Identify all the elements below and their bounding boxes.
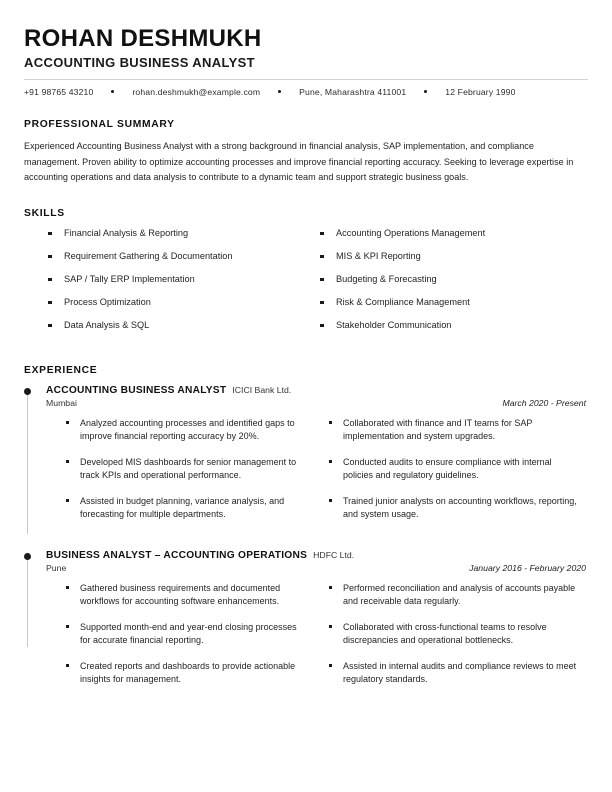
experience-heading bbox=[46, 385, 588, 396]
contact-separator-dot-icon bbox=[111, 90, 114, 93]
list-item: Conducted audits to ensure compliance with internal policies and regulatory guidelines. bbox=[329, 456, 582, 483]
experience-bullets-grid bbox=[46, 582, 588, 699]
experience-subheading bbox=[46, 398, 588, 408]
list-item: Collaborated with cross-functional teams to resolve discrepancies and operational bottlenecks. bbox=[329, 621, 582, 648]
section-title-skills: SKILLS bbox=[24, 207, 65, 219]
contact-phone: +91 98765 43210 bbox=[24, 86, 94, 97]
skills-column-right bbox=[306, 228, 588, 343]
experience-entry bbox=[24, 550, 588, 699]
section-experience bbox=[24, 365, 588, 699]
list-item: Gathered business requirements and documented workflows for accounting software enhancements. bbox=[66, 582, 299, 609]
list-item: Assisted in budget planning, variance analysis, and forecasting for multiple departments. bbox=[66, 495, 299, 522]
list-item: Assisted in internal audits and compliance reviews to meet regulatory standards. bbox=[329, 660, 582, 687]
list-item: Financial Analysis & Reporting bbox=[48, 228, 306, 240]
candidate-role-title: ACCOUNTING BUSINESS ANALYST bbox=[24, 54, 255, 70]
list-item: Created reports and dashboards to provide actionable insights for management. bbox=[66, 660, 299, 687]
timeline-dot-icon bbox=[24, 553, 31, 560]
experience-subheading bbox=[46, 563, 588, 573]
list-item: Supported month-end and year-end closing processes for accurate financial reporting. bbox=[66, 621, 299, 648]
section-professional-summary bbox=[24, 119, 588, 186]
experience-heading bbox=[46, 550, 588, 561]
experience-bullets-column-right bbox=[317, 417, 588, 534]
timeline-line bbox=[27, 395, 28, 534]
timeline-line bbox=[27, 560, 28, 647]
experience-list bbox=[24, 385, 588, 699]
contact-birthdate: 12 February 1990 bbox=[445, 86, 516, 97]
list-item: Process Optimization bbox=[48, 297, 306, 309]
list-item: Stakeholder Communication bbox=[320, 320, 588, 332]
list-item: Risk & Compliance Management bbox=[320, 297, 588, 309]
summary-paragraph: Experienced Accounting Business Analyst with a strong background in financial analysis, SAP implementation, and compliance management. Proven ability to optimize accounting processes and improve financial reporting accuracy. Seeking to leverage expertise in accounting operations and data analysis to contribute to a dynamic team and support strategic business goals. bbox=[24, 140, 574, 183]
contact-location: Pune, Maharashtra 411001 bbox=[299, 86, 407, 97]
job-location: Mumbai bbox=[46, 397, 77, 408]
section-title-experience: EXPERIENCE bbox=[24, 364, 98, 376]
list-item: Analyzed accounting processes and identified gaps to improve financial reporting accuracy by 20%. bbox=[66, 417, 299, 444]
resume-header bbox=[24, 26, 588, 97]
skills-column-left bbox=[24, 228, 306, 343]
contact-separator-dot-icon bbox=[424, 90, 427, 93]
experience-bullets-column-left bbox=[46, 417, 317, 534]
list-item: Requirement Gathering & Documentation bbox=[48, 251, 306, 263]
list-item: Budgeting & Forecasting bbox=[320, 274, 588, 286]
list-item: Performed reconciliation and analysis of accounts payable and receivable data regularly. bbox=[329, 582, 582, 609]
contact-row bbox=[24, 87, 588, 97]
job-location: Pune bbox=[46, 562, 67, 573]
list-item: Trained junior analysts on accounting workflows, reporting, and system usage. bbox=[329, 495, 582, 522]
job-company: HDFC Ltd. bbox=[313, 549, 355, 560]
experience-entry bbox=[24, 385, 588, 534]
contact-separator-dot-icon bbox=[278, 90, 281, 93]
section-skills bbox=[24, 208, 588, 343]
job-company: ICICI Bank Ltd. bbox=[232, 384, 292, 395]
list-item: Data Analysis & SQL bbox=[48, 320, 306, 332]
header-divider bbox=[24, 79, 588, 80]
job-dates: January 2016 - February 2020 bbox=[469, 562, 586, 573]
list-item: MIS & KPI Reporting bbox=[320, 251, 588, 263]
contact-email: rohan.deshmukh@example.com bbox=[132, 86, 261, 97]
list-item: Accounting Operations Management bbox=[320, 228, 588, 240]
experience-bullets-grid bbox=[46, 417, 588, 534]
list-item: SAP / Tally ERP Implementation bbox=[48, 274, 306, 286]
experience-bullets-column-right bbox=[317, 582, 588, 699]
list-item: Developed MIS dashboards for senior management to track KPIs and operational performance. bbox=[66, 456, 299, 483]
list-item: Collaborated with finance and IT teams for SAP implementation and system upgrades. bbox=[329, 417, 582, 444]
job-dates: March 2020 - Present bbox=[502, 397, 586, 408]
job-title: ACCOUNTING BUSINESS ANALYST bbox=[46, 384, 227, 396]
section-title-summary: PROFESSIONAL SUMMARY bbox=[24, 118, 175, 130]
skills-grid bbox=[24, 228, 588, 343]
experience-bullets-column-left bbox=[46, 582, 317, 699]
candidate-name: ROHAN DESHMUKH bbox=[24, 25, 262, 52]
job-title: BUSINESS ANALYST – ACCOUNTING OPERATIONS bbox=[46, 549, 308, 561]
timeline-dot-icon bbox=[24, 388, 31, 395]
